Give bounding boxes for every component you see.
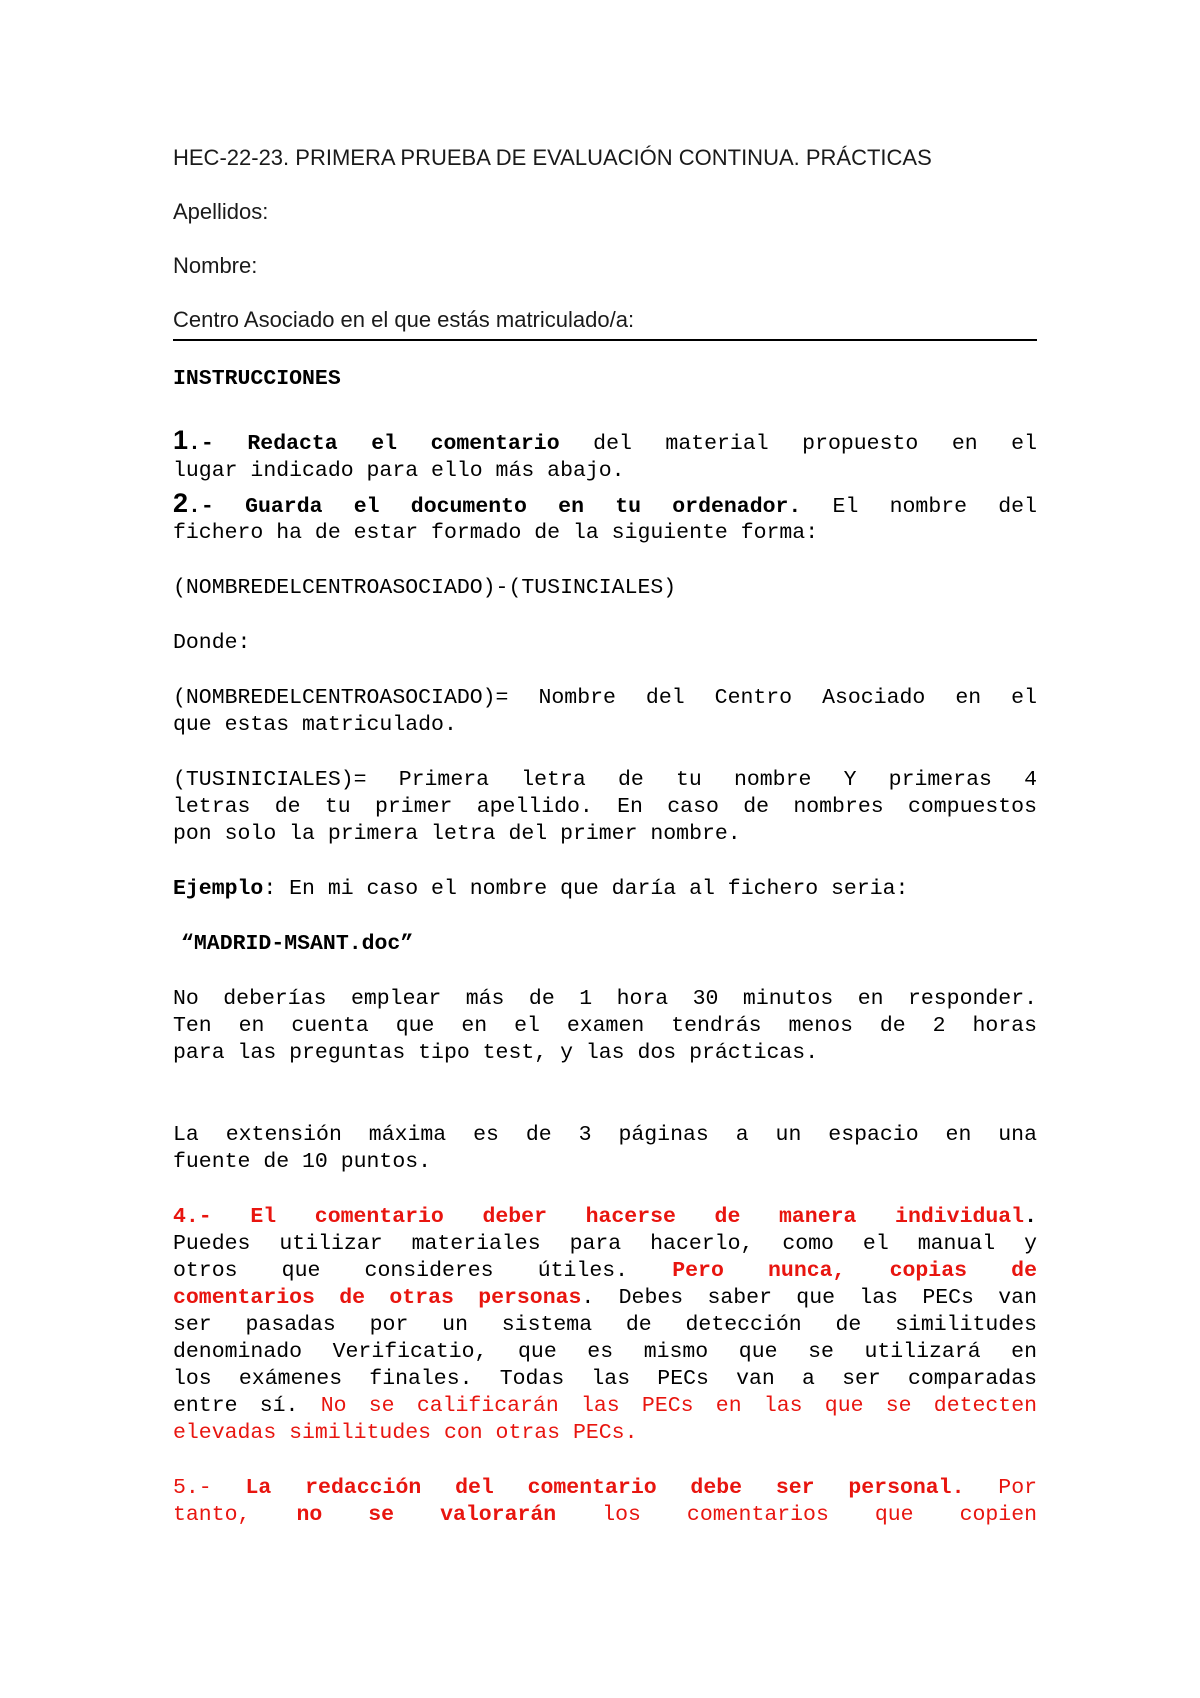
filename-format: (NOMBREDELCENTROASOCIADO)-(TUSINCIALES) (173, 576, 677, 600)
definition-iniciales-line2: letras de tu primer apellido. En caso de nombres compuestos (173, 795, 1037, 819)
instructions-heading: INSTRUCCIONES (173, 367, 341, 391)
instruction-4-line4: comentarios de otras personas. Debes saber que las PECs van (173, 1286, 1037, 1310)
document-title: HEC-22-23. PRIMERA PRUEBA DE EVALUACIÓN CONTINUA. PRÁCTICAS (173, 145, 932, 170)
instruction-1-line1: 1.- Redacta el comentario del material propuesto en el (173, 425, 1037, 456)
instruction-4-line9: elevadas similitudes con otras PECs. (173, 1421, 638, 1445)
nombre-label: Nombre: (173, 253, 258, 278)
instruction-4-line3: otros que consideres útiles. Pero nunca, copias de (173, 1259, 1037, 1283)
centro-underline (173, 339, 1037, 341)
instruction-4-line5: ser pasadas por un sistema de detección de similitudes (173, 1313, 1037, 1337)
instruction-2-line1: 2.- Guarda el documento en tu ordenador. El nombre del (173, 488, 1037, 519)
centro-label: Centro Asociado en el que estás matriculado/a: (173, 307, 635, 332)
definition-iniciales-line3: pon solo la primera letra del primer nombre. (173, 822, 741, 846)
time-line1: No deberías emplear más de 1 hora 30 minutos en responder. (173, 987, 1037, 1011)
definition-iniciales-line1: (TUSINICIALES)= Primera letra de tu nombre Y primeras 4 (173, 768, 1037, 792)
instruction-5-line1: 5.- La redacción del comentario debe ser personal. Por (173, 1476, 1038, 1500)
instruction-4-line2: Puedes utilizar materiales para hacerlo, como el manual y (173, 1232, 1037, 1256)
instruction-4-line7: los exámenes finales. Todas las PECs van a ser comparadas (173, 1367, 1037, 1391)
instruction-5-line2: tanto, no se valorarán los comentarios que copien (173, 1503, 1037, 1527)
definition-centro-line1: (NOMBREDELCENTROASOCIADO)= Nombre del Centro Asociado en el (173, 686, 1037, 710)
example-line: Ejemplo: En mi caso el nombre que daría al fichero seria: (173, 877, 909, 901)
instruction-1-line2: lugar indicado para ello más abajo. (173, 459, 625, 483)
instruction-4-line8: entre sí. No se calificarán las PECs en las que se detecten (173, 1394, 1038, 1418)
apellidos-label: Apellidos: (173, 199, 269, 224)
donde-label: Donde: (173, 631, 251, 655)
example-filename: “MADRID-MSANT.doc” (181, 932, 414, 956)
time-line3: para las preguntas tipo test, y las dos prácticas. (173, 1041, 819, 1065)
definition-centro-line2: que estas matriculado. (173, 713, 457, 737)
extension-line2: fuente de 10 puntos. (173, 1150, 432, 1174)
instruction-4-line6: denominado Verificatio, que es mismo que se utilizará en (173, 1340, 1037, 1364)
instruction-2-line2: fichero ha de estar formado de la siguiente forma: (173, 521, 819, 545)
instruction-4-line1: 4.- El comentario deber hacerse de manera individual. (173, 1205, 1037, 1229)
extension-line1: La extensión máxima es de 3 páginas a un espacio en una (173, 1123, 1037, 1147)
time-line2: Ten en cuenta que en el examen tendrás menos de 2 horas (173, 1014, 1037, 1038)
